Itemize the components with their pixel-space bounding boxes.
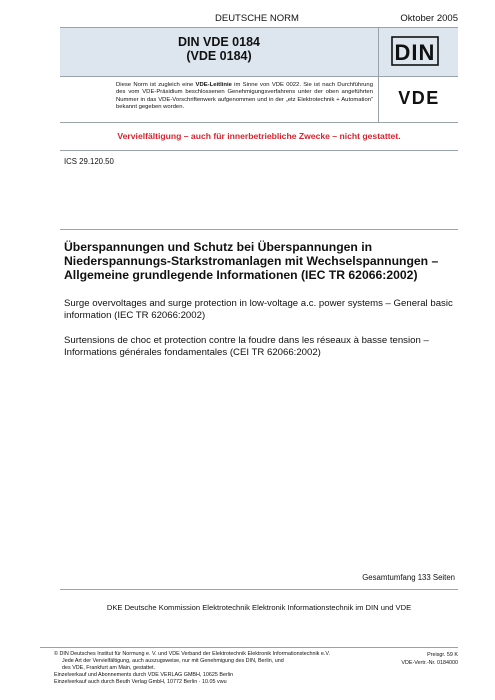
title-english: Surge overvoltages and surge protection in low-voltage a.c. power systems – General basic information (IEC TR 62066:2002) xyxy=(64,298,453,321)
sales-line-2: Einzelverkauf auch durch Beuth Verlag GmbH, 10772 Berlin · 10.05 vwu xyxy=(54,679,227,685)
vde-logo: VDE xyxy=(398,88,440,108)
warning-separator-line xyxy=(60,150,458,151)
norm-type-label: DEUTSCHE NORM xyxy=(215,13,299,24)
title-german: Überspannungen und Schutz bei Überspannungen in Niederspannungs-Starkstromanlagen mit Wechselspannungen – Allgemeine grundlegende Informationen (IEC TR 62066:2002) xyxy=(64,240,439,282)
ics-code: ICS 29.120.50 xyxy=(64,157,114,166)
footer-price-block xyxy=(401,651,458,667)
vde-guideline-notice xyxy=(116,82,373,111)
din-logo xyxy=(391,36,439,66)
notice-text-part-1: Diese Norm ist zugleich eine xyxy=(116,82,196,88)
document-designation xyxy=(60,35,378,63)
reproduction-warning: Vervielfältigung – auch für innerbetriebliche Zwecke – nicht gestattet. xyxy=(117,131,401,141)
designation-line-2: (VDE 0184) xyxy=(186,49,252,63)
copyright-line-1: © DIN Deutsches Institut für Normung e. V. und VDE Verband der Elektrotechnik Elektronik Informationstechnik e.V. xyxy=(54,651,330,657)
copyright-line-3: des VDE, Frankfurt am Main, gestattet. xyxy=(62,665,156,671)
din-logo-text: DIN xyxy=(394,40,436,65)
din-logo-mark xyxy=(391,36,439,66)
footer-separator-line xyxy=(40,647,458,648)
publication-date: Oktober 2005 xyxy=(400,13,458,24)
title-french: Surtensions de choc et protection contre la foudre dans les réseaux à basse tension – Informations générales fondamentales (CEI TR 62066:2002) xyxy=(64,335,429,358)
price-group: Preisgr. 59 K xyxy=(427,652,458,658)
notice-text-part-2: im Sinne von VDE 0022. Sie ist nach Durchführung des vom VDE-Präsidium beschlossenen Genehmigungsverfahrens unter der oben angeführten Nummer in das VDE-Vorschriftenwerk aufgenommen und in der „etz Elektrotechnik + Automation“ bekannt gegeben worden. xyxy=(116,82,373,110)
title-separator-line xyxy=(60,229,458,230)
dke-separator-line xyxy=(60,589,458,590)
frame-top-line xyxy=(60,27,458,28)
frame-notice-bottom-line xyxy=(60,122,458,123)
order-number: VDE-Vertr.-Nr. 0184000 xyxy=(401,660,458,666)
designation-line-1: DIN VDE 0184 xyxy=(178,35,260,49)
frame-logo-divider xyxy=(378,27,379,122)
copyright-line-2: Jede Art der Vervielfältigung, auch auszugsweise, nur mit Genehmigung des DIN, Berlin, und xyxy=(62,658,284,664)
notice-vde-leitlinie: VDE-Leitlinie xyxy=(195,82,232,88)
frame-mid-line xyxy=(60,76,458,77)
total-pages: Gesamtumfang 133 Seiten xyxy=(362,573,455,582)
sales-line-1: Einzelverkauf und Abonnements durch VDE VERLAG GMBH, 10625 Berlin xyxy=(54,672,234,678)
footer-copyright-block xyxy=(54,651,384,686)
dke-statement: DKE Deutsche Kommission Elektrotechnik Elektronik Informationstechnik im DIN und VDE xyxy=(106,603,412,612)
